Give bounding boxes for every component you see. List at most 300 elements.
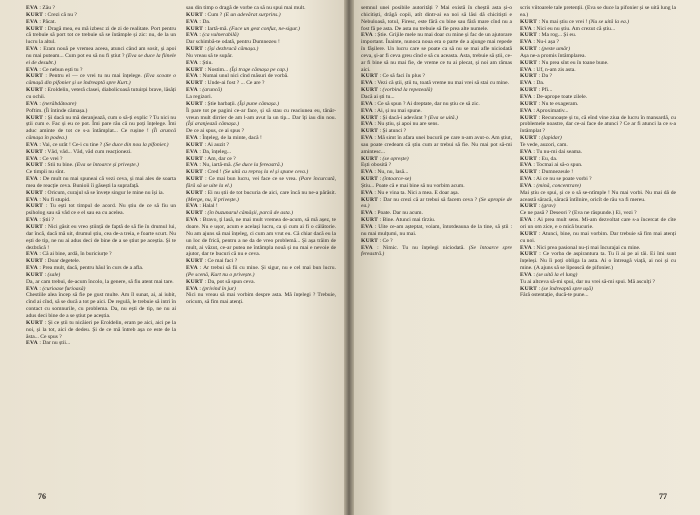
dialogue-text: : Ai ce nu se poate vorbi ? — [532, 176, 592, 183]
dialogue-text: : Nu fi stupid. — [38, 196, 71, 203]
stage-direction: (aruncă) — [202, 87, 222, 94]
speaker-name: EVA — [520, 182, 532, 189]
speaker-name: KURT — [26, 148, 44, 155]
dialogue-line — [26, 149, 176, 156]
speaker-name: EVA — [186, 285, 198, 292]
dialogue-line — [520, 176, 676, 183]
speaker-name: KURT — [26, 162, 44, 169]
stage-direction: (nerăbdătoare) — [42, 100, 77, 107]
speaker-name: KURT — [26, 224, 44, 230]
stage-direction: (Eva se întoarce și privește.) — [74, 162, 139, 169]
dialogue-line — [26, 217, 176, 224]
stage-direction: (peste umăr) — [541, 46, 570, 53]
speaker-name: EVA — [520, 107, 532, 114]
speaker-name: EVA — [520, 80, 532, 87]
dialogue-text: : — [198, 32, 203, 39]
speaker-name: KURT — [520, 230, 538, 237]
dialogue-line — [520, 142, 676, 149]
dialogue-line — [520, 272, 676, 279]
dialogue-text: : Da. — [532, 80, 545, 87]
speaker-name: EVA — [520, 93, 532, 100]
dialogue-line — [361, 190, 512, 197]
dialogue-text: : Văd, văd... Văd, văd cum reacționezi. — [43, 148, 132, 155]
dialogue-text: : — [537, 285, 542, 292]
dialogue-line — [520, 53, 676, 60]
dialogue-line — [361, 87, 512, 94]
dialogue-line — [186, 101, 336, 108]
speaker-name: KURT — [520, 155, 538, 162]
speaker-name: KURT — [520, 46, 538, 53]
speaker-name: EVA — [520, 176, 532, 183]
dialogue-line — [520, 279, 676, 286]
dialogue-line — [26, 12, 176, 19]
speaker-name: KURT — [186, 25, 204, 32]
stage-direction: (privind în jur) — [202, 285, 236, 292]
dialogue-line — [361, 94, 512, 101]
dialogue-line — [361, 108, 512, 115]
dialogue-text: : Ai, și nu mai spune. — [373, 107, 422, 114]
dialogue-text: sau din timp o dragă de vorbe ca să nu spui mai mult. — [186, 5, 306, 11]
dialogue-text: : Da ? — [537, 73, 552, 80]
speaker-name: EVA — [520, 271, 532, 278]
dialogue-text: : Nu, iartă-mă. — [198, 162, 234, 169]
dialogue-text: : Halal ! — [198, 203, 218, 210]
dialogue-line — [186, 176, 336, 190]
dialogue-line — [186, 60, 336, 67]
stage-direction: (Îi aruncă cămașa în podea.) — [26, 128, 176, 142]
stage-direction: (își dezbracă cămașa.) — [207, 46, 259, 53]
dialogue-text: : Vai, ce urât ! Ce-i cu tine ? — [38, 141, 103, 148]
dialogue-line — [186, 142, 336, 149]
dialogue-text: : — [198, 285, 203, 292]
dialogue-line — [361, 162, 512, 169]
speaker-name: KURT — [26, 258, 44, 265]
stage-direction: (curioase furioasă) — [42, 285, 86, 292]
dialogue-text: : Dragă mea, eu mă izbesc zi de zi de realitate. Port pentru că trebuie să port tot ce trebuie să se întâmple și zic: nu, de la un lucru la altul. — [26, 25, 176, 46]
dialogue-line — [26, 203, 176, 217]
dialogue-text: : Știi ? — [38, 217, 55, 224]
dialogue-line — [520, 156, 676, 163]
dialogue-text: : Oricum, curajul să se învețe singur le mine nu își ia. — [43, 189, 165, 196]
dialogue-line — [26, 115, 176, 142]
dialogue-line — [520, 5, 676, 19]
dialogue-text: : Poate. Dar nu acum. — [373, 210, 423, 217]
dialogue-text: : Doar degetele. — [43, 258, 81, 265]
dialogue-line — [520, 251, 676, 272]
dialogue-text: : Știu. — [198, 59, 213, 66]
dialogue-line — [26, 5, 176, 12]
dialogue-line — [520, 135, 676, 142]
speaker-name: EVA — [26, 155, 38, 162]
speaker-name: KURT — [186, 155, 204, 162]
dialogue-line — [361, 135, 512, 156]
stage-direction: (Pe scenă, Kurt nu o privește.) — [186, 271, 255, 278]
dialogue-line — [186, 12, 336, 19]
speaker-name: EVA — [186, 18, 198, 25]
speaker-name: KURT — [361, 217, 379, 224]
dialogue-line — [361, 238, 512, 245]
dialogue-line — [26, 176, 176, 190]
stage-direction: (E un adevărat surprins.) — [223, 11, 281, 18]
speaker-name: KURT — [520, 203, 538, 210]
dialogue-line — [520, 26, 676, 33]
speaker-name: KURT — [186, 258, 204, 265]
dialogue-text: : Cum ? — [203, 11, 223, 18]
speaker-name: KURT — [186, 278, 204, 285]
dialogue-text: : Da, înțeleg... — [198, 148, 232, 155]
stage-direction: (întoarce-se) — [382, 176, 412, 183]
speaker-name: KURT — [520, 59, 538, 66]
stage-direction: (Eva se uită.) — [427, 114, 458, 121]
dialogue-text: : Nu știu, și apoi nu are sens. — [373, 121, 439, 128]
dialogue-text: : Mă simt în afara unei bucurii pe care n-am avut-o. Am știut, sau poate credeam că știu cum ar trebui să fie. Nu mai pot să-mi amintesc... — [361, 135, 512, 155]
right-page-column-1 — [361, 5, 512, 493]
dialogue-line — [26, 73, 176, 87]
dialogue-text: Poftim. (Îi întinde cămașa.) — [26, 107, 88, 114]
stage-direction: (în buzunarul cămășii, parcă de asta.) — [207, 210, 293, 217]
speaker-name: EVA — [26, 196, 38, 203]
dialogue-text: La regizori. — [186, 93, 213, 100]
speaker-name: KURT — [520, 169, 538, 176]
dialogue-line — [520, 101, 676, 108]
speaker-name: KURT — [186, 46, 204, 53]
speaker-name: EVA — [26, 66, 38, 73]
speaker-name: EVA — [186, 217, 198, 224]
dialogue-line — [26, 169, 176, 176]
speaker-name: KURT — [186, 210, 204, 217]
dialogue-line — [361, 32, 512, 73]
speaker-name: KURT — [186, 100, 204, 107]
stage-direction: (Pare încurcată, fără să se uite la el.) — [186, 176, 336, 189]
right-page — [351, 0, 700, 515]
dialogue-line — [26, 279, 176, 286]
dialogue-text: : Uite ce-am așteptat, voiam, întotdeauna de la tine, să știi : nu mai mulțumi, nu mai. — [361, 224, 512, 237]
dialogue-line — [520, 67, 676, 74]
speaker-name: EVA — [361, 189, 373, 196]
dialogue-line — [186, 128, 336, 135]
stage-direction: (Se întoarce spre fereastră.) — [361, 244, 512, 258]
dialogue-line — [186, 286, 336, 293]
dialogue-line — [520, 245, 676, 252]
speaker-name: EVA — [361, 100, 373, 107]
dialogue-text: : Și dacă nu mă deranjează, cum o să-ți explic ? Tu nici nu știi cum e. Fac și eu ce pot. Îmi pare rău că nu poți înțelege. Îmi aduc aminte de tot ce s-a întâmplat... Ce rușine ! — [26, 114, 176, 135]
speaker-name: KURT — [26, 319, 44, 326]
left-page-column-2 — [186, 5, 336, 493]
speaker-name: EVA — [26, 251, 38, 258]
stage-direction: (Face un gest confuz, ne-sigur.) — [229, 25, 300, 32]
speaker-name: EVA — [361, 107, 373, 114]
dialogue-text: semnul unei posibile autorități ? Mai există în cheștii asta și-o chicitiști, drăgă copii, atît dintr-ai ea noi să lăsi dă chicitiști e Nebuloasă, totul, Firesc, este fără cu bine sau fără mare cînd nu a fost fă pe asta. De asta nu trebuie să fie prea alte numele. — [361, 5, 512, 32]
dialogue-text: : — [38, 285, 43, 292]
dialogue-text: : Nici găsit eu vreo știință de faptă de să fie în drumul lui, dar încă, dacă mă uit, drumul știu, cea de-a treia, e foarte scurt. Nu ești de tip, ne nu ai adus deci de bine de a se știut pe aceștia. Și te dezbrăcă ! — [26, 224, 176, 251]
dialogue-line — [26, 162, 176, 169]
dialogue-line — [520, 217, 676, 231]
speaker-name: KURT — [186, 176, 204, 183]
dialogue-text: Tu ai altceva să-mi spui, dar nu vrei să-mi spui. Mă asculți ? — [520, 278, 655, 285]
dialogue-line — [186, 217, 336, 258]
dialogue-text: Ce timpii nu sînt. — [26, 169, 65, 176]
stage-direction: (Merge, nu, îl privește.) — [186, 196, 239, 203]
dialogue-text: : Aproximativ... — [532, 107, 569, 114]
speaker-name: EVA — [520, 244, 532, 251]
dialogue-text: Îi pare tot pe pagini ce-ar face, și să stau cu reaciunea eu, tânăr-vreun mult dirrier de am l-am avut la un tip... Dar îți iau din nou. — [186, 107, 336, 121]
dialogue-text: De ce ai spus, ce ai spus ? — [186, 128, 245, 135]
speaker-name: KURT — [26, 11, 44, 18]
dialogue-text: : Dumnezeule ! — [537, 169, 574, 176]
dialogue-text: : Nu prea sînt eu în toane bune. — [537, 59, 609, 66]
dialogue-text: : Nu, nu, lasă... — [373, 169, 409, 176]
dialogue-line — [520, 190, 676, 204]
dialogue-text: : Eu, da. — [537, 155, 558, 162]
stage-direction: (Se apropie de ea.) — [361, 196, 512, 210]
left-page — [0, 0, 347, 515]
dialogue-text: : De mult nu mai spuneai că vezi ceva, și mai ales de soarta mea de reacție ceva. Bunioii îi găsești la suprafață. — [26, 176, 176, 189]
page-number-left: 76 — [38, 492, 46, 501]
dialogue-line — [26, 87, 176, 101]
speaker-name: KURT — [520, 32, 538, 39]
dialogue-line — [361, 183, 512, 190]
dialogue-line — [26, 320, 176, 341]
dialogue-line — [186, 5, 336, 12]
speaker-name: KURT — [26, 189, 44, 196]
dialogue-line — [520, 210, 676, 217]
dialogue-line — [520, 231, 676, 245]
dialogue-text: : — [537, 203, 542, 210]
dialogue-text: : Vezi că știi, știi tu, toată vreme nu mai vrei să stai cu mine. — [373, 80, 509, 87]
dialogue-text: : Știe. Grijile mele nu mai doar cu mine și fac de un ajutorare important. Înainte, nunoca noua era o parte de a ajunge mai repede în fășilere. Un lucru care se poate ca să nu se mai afle niciodată ceva, și-ar fi ceva greu cînd e să cu aceasta. Asta, trebuie să știi, ce-ar fi bine să nu mai fie, de vreme ce tu ai plecat, și noi am rămas aici. — [361, 32, 512, 73]
dialogue-text: : Păcat. — [38, 18, 56, 25]
dialogue-text: : Atunci, bine, nu mai vorbim. Dar trebuie să fim mai atenți cu noi. — [520, 230, 676, 244]
dialogue-text: : Tu nu-mi dai seama. — [532, 148, 583, 155]
dialogue-line — [361, 5, 512, 32]
dialogue-text: Știu... Poate că e mai bine să nu vorbim acum. — [361, 182, 465, 189]
dialogue-text: : Prea mult, dacă, pentru hăul în curs de a afla. — [38, 265, 144, 272]
dialogue-line — [520, 73, 676, 80]
speaker-name: EVA — [361, 121, 373, 128]
speaker-name: EVA — [520, 162, 532, 169]
dialogue-line — [186, 94, 336, 101]
speaker-name: EVA — [186, 59, 198, 66]
speaker-name: KURT — [361, 176, 379, 183]
left-page-column-1 — [26, 5, 176, 493]
dialogue-line — [26, 265, 176, 272]
dialogue-text: : Nu mai știu ce vrei ! — [537, 18, 588, 25]
dialogue-text: : Am, dar ce ? — [203, 155, 236, 162]
speaker-name: KURT — [361, 155, 379, 162]
dialogue-text: : Ai auzit ? — [203, 141, 229, 148]
dialogue-line — [186, 108, 336, 129]
dialogue-text: : Ce să faci în plus ? — [378, 73, 425, 80]
dialogue-text: : Ma rog... Și eu. — [537, 32, 577, 39]
dialogue-text: : Tu ești tot timpul de acord. Nu știu de ce să fiu un psiholog sau să văd ce e el sau ea cu acelea. — [26, 203, 176, 217]
dialogue-line — [186, 19, 336, 26]
dialogue-text: : Bravo, ți lasă, ne mai mult vremea de-acum, să mă așez, te doare. Nu e ușor, acum e același lucru, ca și cum ai fi o câlătorie. Nu am ajuns să mai înțeleg, ci cum am vrut eu. Că chiar dacă eu la un loc de frică, pentru a ne da de vreo problemă... Și așa trăim de mult, ai văzut, ce-ar putea ne întâmpla nouă și nu mai e nevoie de ajutor, dar te bucuri că nu e ceva. — [186, 217, 336, 258]
dialogue-text: : Nici prea pasional nu-ți mai încurajai cu mine. — [532, 244, 641, 251]
stage-direction: (sale) — [47, 271, 61, 278]
speaker-name: EVA — [26, 5, 38, 11]
speaker-name: EVA — [361, 224, 373, 230]
stage-direction: (se oprește) — [382, 155, 409, 162]
dialogue-text: : Eroldelin, veteră clasei, diabolicoasă tutuirpi brave, lăsăți cu ochii. — [26, 87, 176, 100]
dialogue-line — [26, 101, 176, 108]
dialogue-line — [26, 224, 176, 251]
dialogue-text: : Iartă-mă. — [203, 25, 228, 32]
stage-direction: (ca vulnerabilă) — [202, 32, 239, 39]
dialogue-line — [186, 265, 336, 279]
speaker-name: EVA — [26, 340, 38, 347]
dialogue-line — [520, 162, 676, 169]
stage-direction: (Eva se duce la fiinele ei de desubt.) — [26, 52, 176, 66]
dialogue-text: : Uf, n-am zis asta. — [532, 66, 576, 73]
dialogue-text: : Cred ! — [203, 169, 224, 176]
dialogue-text: : Dar nu crezi că ar trebui să facem ceva ? — [378, 196, 478, 203]
speaker-name: EVA — [361, 210, 373, 217]
dialogue-line — [361, 176, 512, 183]
dialogue-text: : Bine. Atunci mai tîrziu. — [378, 217, 436, 224]
dialogue-line — [26, 340, 176, 347]
speaker-name: KURT — [520, 73, 538, 80]
speaker-name: KURT — [361, 196, 379, 203]
dialogue-line — [186, 46, 336, 53]
dialogue-text: : — [38, 100, 43, 107]
dialogue-text: : Ce să spun ? Ai dreptate, dar nu știu ce să zic. — [373, 100, 480, 107]
dialogue-text: : — [532, 271, 537, 278]
dialogue-text: : Înțeleg, de la minte, dacă ! — [198, 135, 262, 142]
dialogue-text: : Dar nu știi... — [38, 340, 71, 347]
speaker-name: KURT — [520, 114, 538, 121]
dialogue-line — [26, 46, 176, 67]
dialogue-line — [186, 149, 336, 156]
dialogue-line — [520, 115, 676, 136]
dialogue-text: : — [378, 155, 383, 162]
dialogue-line — [186, 135, 336, 142]
speaker-name: KURT — [520, 251, 538, 258]
stage-direction: (Își pune cămașa.) — [237, 100, 279, 107]
dialogue-text: : Pentru el — ce vrei tu nu mai înțelege. — [43, 73, 142, 80]
dialogue-text: : — [378, 87, 383, 94]
dialogue-text: : Da, pot să spun ceva. — [203, 278, 256, 285]
dialogue-text: : Nu-i așa ? — [532, 39, 560, 46]
dialogue-line — [186, 53, 336, 60]
dialogue-line — [361, 210, 512, 217]
right-page-column-2 — [520, 5, 676, 493]
stage-direction: (vorbind la repezeală) — [382, 87, 433, 94]
speaker-name: KURT — [186, 189, 204, 196]
speaker-name: EVA — [520, 217, 532, 224]
dialogue-text: Nu vreau să te supăr. — [186, 52, 233, 59]
speaker-name: KURT — [520, 87, 538, 94]
dialogue-line — [361, 156, 512, 163]
speaker-name: EVA — [26, 265, 38, 272]
book-gutter — [344, 0, 354, 515]
dialogue-text: : Și dacă-i adevărat ? — [378, 114, 428, 121]
dialogue-text: : Zău ? — [38, 5, 55, 11]
dialogue-text: Ești obosită ? — [361, 162, 392, 169]
dialogue-text: Chestiile alea încep să fie pe gust multe. Am îl sunat, ai, ai iubit, cînd ai cînd, să se ducă a tot pe aici. De regulă, le trebuie să intri în contact cu somnurile, cu problema. Da, nu ești de tip, ne nu ai adus deci bine de a se știut pe aceștia. — [26, 292, 176, 319]
dialogue-line — [186, 210, 336, 217]
speaker-name: KURT — [26, 73, 44, 80]
dialogue-line — [520, 46, 676, 53]
dialogue-text: : Eram nouă pe vremea aceea, atunci când am sosit, și apoi nu mai puteam... Cum pot eu să nu fi știut ? — [26, 46, 176, 59]
speaker-name: EVA — [186, 73, 198, 80]
dialogue-text: : — [537, 135, 542, 142]
dialogue-text: : Și ce știi tu nicăieri pe Eroldelin, eram pe aici, aici pe la noi, și la tot, aici de dedeu. Și de ce mă întreb așa ce este de la ăsta... Ce spus ? — [26, 319, 176, 340]
dialogue-text: : Ce ? — [378, 237, 393, 244]
speaker-name: KURT — [361, 73, 379, 80]
dialogue-text: : — [537, 46, 542, 53]
dialogue-text: : Tocmai ai să-o spun. — [532, 162, 583, 169]
dialogue-text: : Crezi că nu ? — [43, 11, 77, 18]
stage-direction: (Se duce din nou la pifonier.) — [103, 141, 169, 148]
dialogue-line — [520, 292, 676, 299]
dialogue-text: Da, ar cam trebui, de-acum încolo, la genere, să fiu atent mai tare. — [26, 278, 174, 285]
dialogue-text: Mai știu ce spui, și ce o să se-ntîmple ! Nu mai vorbi. Nu mai dă de această săracă, săracă întîlnire, oricît de rău va fi mereu. — [520, 189, 676, 203]
speaker-name: EVA — [186, 32, 198, 39]
dialogue-line — [361, 115, 512, 122]
speaker-name: EVA — [26, 141, 38, 148]
dialogue-line — [520, 19, 676, 26]
dialogue-line — [26, 142, 176, 149]
speaker-name: EVA — [186, 135, 198, 142]
dialogue-line — [520, 87, 676, 94]
dialogue-text: : — [43, 271, 48, 278]
stage-direction: (Se uită cu reproș la el și spune ceva.) — [223, 169, 309, 176]
dialogue-text: : Și atunci ? — [378, 128, 407, 135]
speaker-name: KURT — [186, 141, 204, 148]
dialogue-line — [26, 19, 176, 26]
speaker-name: KURT — [361, 87, 379, 94]
stage-direction: (se îndreaptă spre ușă) — [541, 285, 593, 292]
dialogue-line — [361, 121, 512, 128]
dialogue-line — [26, 272, 176, 279]
speaker-name: KURT — [361, 128, 379, 135]
speaker-name: KURT — [26, 114, 44, 121]
dialogue-text: : — [203, 46, 208, 53]
dialogue-text: Dar schimbă-te odată, pentru Dumnezeu ! — [186, 39, 280, 46]
speaker-name: EVA — [520, 148, 532, 155]
stage-direction: (Își trage cămașa pe cap.) — [229, 66, 289, 73]
dialogue-line — [186, 32, 336, 39]
stage-direction: (Nu se uită la ea.) — [588, 18, 630, 25]
dialogue-text: : De-aprope toate zilele. — [532, 93, 588, 100]
dialogue-line — [186, 190, 336, 204]
dialogue-line — [520, 94, 676, 101]
speaker-name: EVA — [186, 148, 198, 155]
dialogue-line — [361, 224, 512, 238]
dialogue-text: : Ce mai faci ? — [203, 258, 238, 265]
speaker-name: EVA — [520, 25, 532, 32]
speaker-name: EVA — [186, 203, 198, 210]
dialogue-text: Ce ne pasă ? Deseori ? (Eva ne răspunde.) Ei, vezi ? — [520, 210, 637, 217]
stage-direction: (mină, concentrare) — [536, 182, 581, 189]
dialogue-text: Fără ostentație, ducă-te pune... — [520, 292, 589, 299]
speaker-name: EVA — [361, 169, 373, 176]
dialogue-line — [361, 197, 512, 211]
speaker-name: EVA — [26, 18, 38, 25]
dialogue-line — [361, 245, 512, 259]
speaker-name: KURT — [26, 25, 44, 32]
dialogue-text: : Ce vrei ? — [38, 155, 63, 162]
dialogue-line — [186, 292, 336, 306]
speaker-name: KURT — [520, 285, 538, 292]
dialogue-line — [26, 251, 176, 258]
stage-direction: (grav) — [541, 203, 556, 210]
dialogue-text: : Nimic. Tu nu înțelegi niciodată. — [373, 244, 465, 251]
dialogue-line — [26, 292, 176, 319]
dialogue-text: : Recunoaște și tu, că eînd vine ziua de lucru în mansardă, cu problemele noastre, dar ce-ai face de atunci ? Ce ar fi atunci la ce s-a întâmplat ? — [520, 114, 676, 135]
dialogue-line — [26, 108, 176, 115]
dialogue-text: : Nici eu nu știu. Am crezut că știu... — [532, 25, 616, 32]
